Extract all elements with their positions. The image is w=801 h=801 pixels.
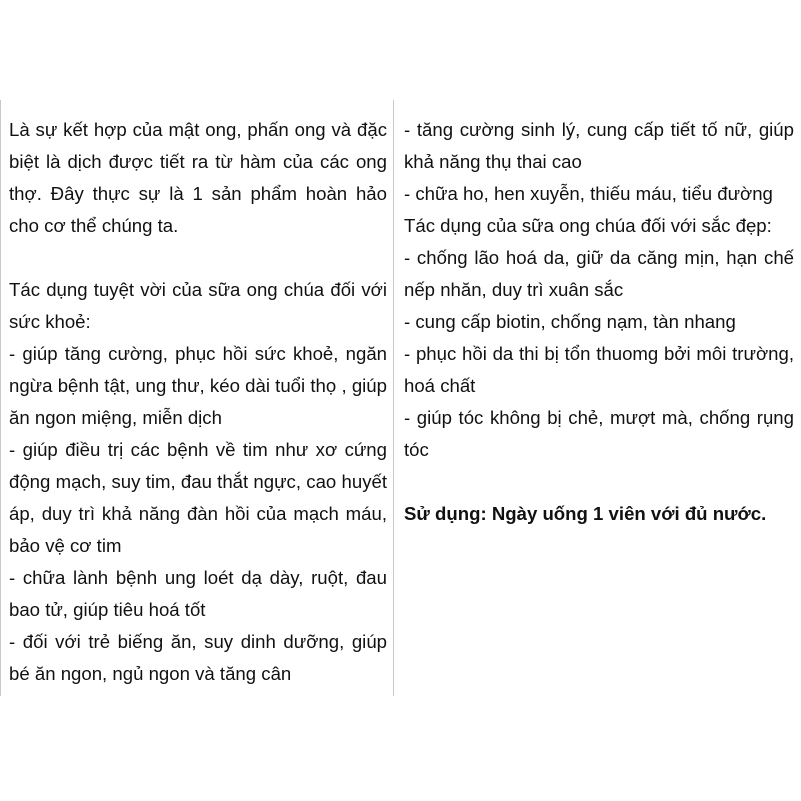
beauty-item: - cung cấp biotin, chống nạm, tàn nhang: [404, 311, 736, 332]
beauty-item: - phục hồi da thi bị tổn thuomg bởi môi trường, hoá chất: [404, 343, 794, 396]
benefit-item: - chữa ho, hen xuyễn, thiếu máu, tiểu đường: [404, 183, 773, 204]
product-info-table: [0, 100, 801, 696]
beauty-item: - giúp tóc không bị chẻ, mượt mà, chống rụng tóc: [404, 407, 794, 460]
benefit-item: - tăng cường sinh lý, cung cấp tiết tố nữ, giúp khả năng thụ thai cao: [404, 119, 794, 172]
spacer: [404, 466, 794, 498]
beauty-heading: Tác dụng của sữa ong chúa đối với sắc đẹp:: [404, 215, 772, 236]
health-item: - giúp tăng cường, phục hồi sức khoẻ, ngăn ngừa bệnh tật, ung thư, kéo dài tuổi thọ , giúp ăn ngon miệng, miễn dịch: [9, 343, 387, 428]
health-item: - chữa lành bệnh ung loét dạ dày, ruột, đau bao tử, giúp tiêu hoá tốt: [9, 567, 387, 620]
health-heading: Tác dụng tuyệt vời của sữa ong chúa đối với sức khoẻ:: [9, 279, 387, 332]
right-column: [394, 100, 800, 696]
spacer: [9, 242, 387, 274]
health-item: - giúp điều trị các bệnh về tim như xơ cứng động mạch, suy tim, đau thắt ngực, cao huyết áp, duy trì khả năng đàn hồi của mạch máu, bảo vệ cơ tim: [9, 439, 387, 556]
intro-paragraph: Là sự kết hợp của mật ong, phấn ong và đặc biệt là dịch được tiết ra từ hàm của các ong thợ. Đây thực sự là 1 sản phẩm hoàn hảo cho cơ thể chúng ta.: [9, 119, 387, 236]
left-column: [1, 100, 394, 696]
beauty-item: - chống lão hoá da, giữ da căng mịn, hạn chế nếp nhăn, duy trì xuân sắc: [404, 247, 794, 300]
usage-instruction: Sử dụng: Ngày uống 1 viên với đủ nước.: [404, 503, 767, 524]
health-item: - đối với trẻ biếng ăn, suy dinh dưỡng, giúp bé ăn ngon, ngủ ngon và tăng cân: [9, 631, 387, 684]
